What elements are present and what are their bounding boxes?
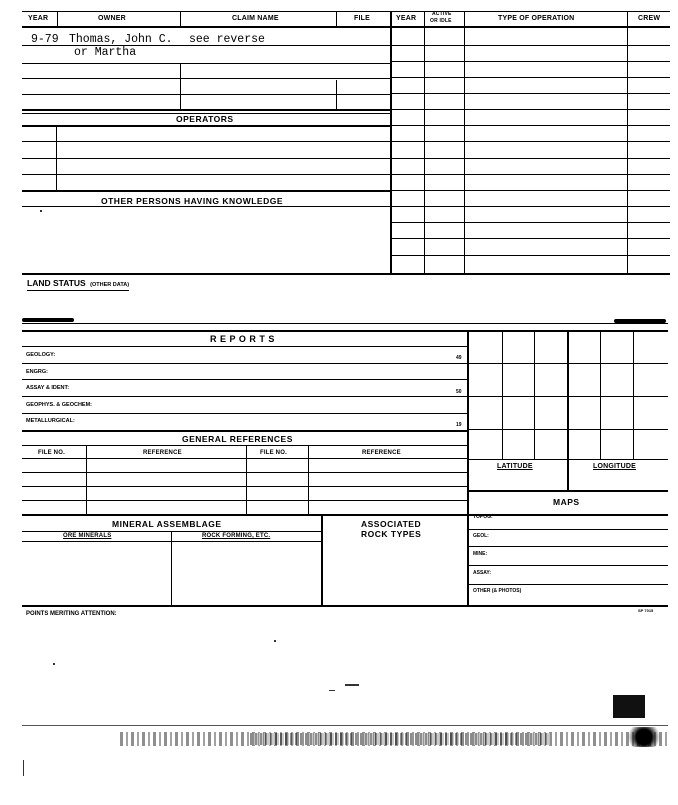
entry-owner-line2: or Martha <box>74 46 137 59</box>
points-meriting-attention: POINTS MERITING ATTENTION: <box>26 611 117 617</box>
land-status <box>27 277 129 291</box>
maps-topog-label: TOPOG: <box>473 514 493 520</box>
active-idle-header-1: ACTIVE <box>432 11 452 17</box>
report-geophys-label: GEOPHYS. & GEOCHEM: <box>26 402 93 408</box>
form-number: SP 7015 <box>638 608 654 613</box>
report-assay-label: ASSAY & IDENT: <box>26 385 70 391</box>
report-metallurgical-num: 19 <box>456 422 462 428</box>
rock-forming-header: ROCK FORMING, ETC. <box>202 533 271 539</box>
latitude-label: LATITUDE <box>497 463 533 470</box>
land-status-label: LAND STATUS <box>27 278 86 288</box>
ref-header-file-no-1: FILE NO. <box>38 450 65 456</box>
report-engrg-label: ENGRG: <box>26 369 48 375</box>
operators-title: OPERATORS <box>176 114 234 124</box>
maps-geol-label: GEOL: <box>473 533 489 539</box>
report-assay-num: 50 <box>456 389 462 395</box>
mineral-assemblage-title: MINERAL ASSEMBLAGE <box>112 519 222 529</box>
ore-minerals-header: ORE MINERALS <box>63 533 112 539</box>
longitude-label: LONGITUDE <box>593 463 637 470</box>
maps-assay-label: ASSAY: <box>473 570 492 576</box>
ref-header-reference-1: REFERENCE <box>143 450 182 456</box>
maps-mine-label: MINE: <box>473 551 488 557</box>
entry-owner-line1: Thomas, John C. <box>69 33 173 46</box>
maps-other-label: OTHER (& PHOTOS) <box>473 588 522 594</box>
report-metallurgical-label: METALLURGICAL: <box>26 418 75 424</box>
file-header: FILE <box>354 15 370 22</box>
year-header: YEAR <box>28 15 49 22</box>
active-idle-header-2: OR IDLE <box>430 18 452 24</box>
report-geology-label: GEOLOGY: <box>26 352 56 358</box>
associated-rock-types-line2: ROCK TYPES <box>361 529 422 539</box>
owner-header: OWNER <box>98 15 126 22</box>
maps-title: MAPS <box>553 497 580 507</box>
entry-year: 9-79 <box>31 33 59 46</box>
ref-header-reference-2: REFERENCE <box>362 450 401 456</box>
report-geology-num: 49 <box>456 355 462 361</box>
ref-header-file-no-2: FILE NO. <box>260 450 287 456</box>
general-references-title: GENERAL REFERENCES <box>182 434 293 444</box>
type-of-operation-header: TYPE OF OPERATION <box>498 15 575 22</box>
entry-claim-name: see reverse <box>189 33 265 46</box>
crew-header: CREW <box>638 15 661 22</box>
associated-rock-types-line1: ASSOCIATED <box>361 519 422 529</box>
year2-header: YEAR <box>396 15 417 22</box>
other-persons-title: OTHER PERSONS HAVING KNOWLEDGE <box>101 196 284 206</box>
reports-title: R E P O R T S <box>210 334 275 344</box>
land-status-sub: (OTHER DATA) <box>90 282 130 288</box>
claim-name-header: CLAIM NAME <box>232 15 279 22</box>
